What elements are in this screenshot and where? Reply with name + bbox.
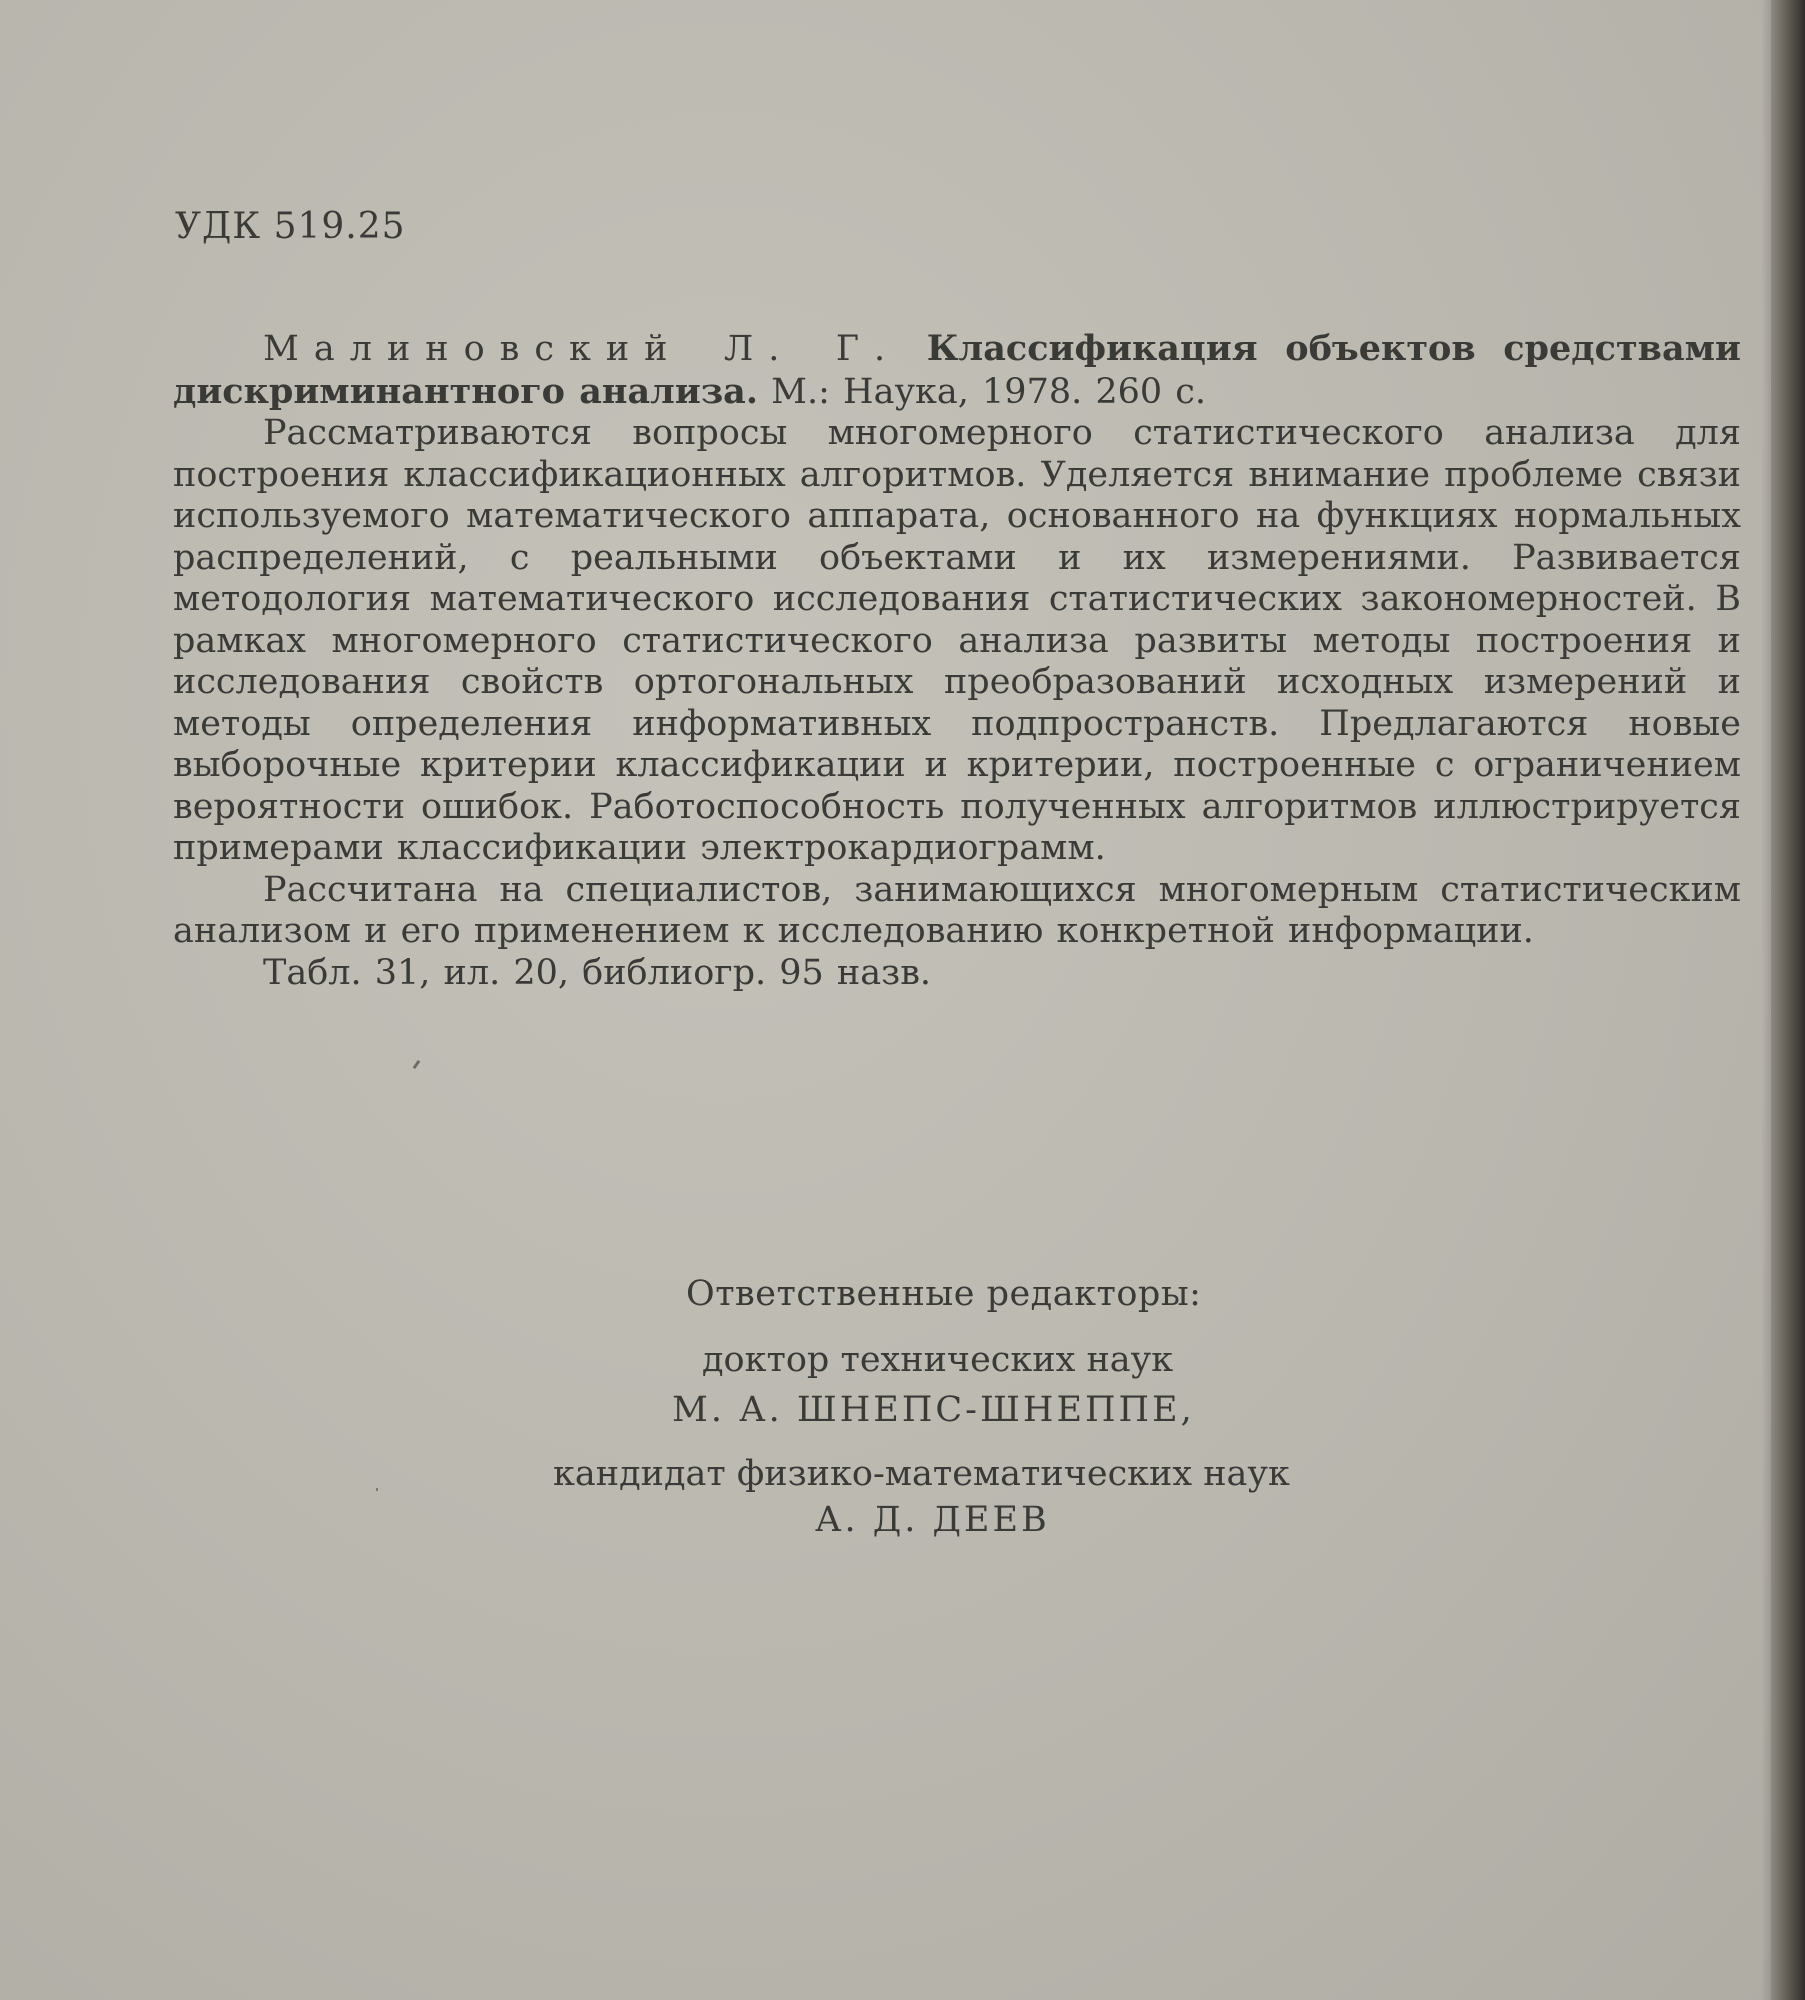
paper-speck	[376, 1488, 378, 1491]
bibliographic-abstract	[173, 328, 1741, 994]
editor2-degree: кандидат физико-математических наук	[553, 1454, 1290, 1494]
paper-speck	[413, 1060, 421, 1069]
editor2-name: А. Д. ДЕЕВ	[815, 1500, 1050, 1540]
editor1-name: М. А. ШНЕПС-ШНЕППЕ,	[672, 1390, 1195, 1430]
book-binding-edge	[1771, 0, 1805, 2000]
imprint: М.: Наука, 1978. 260 с.	[771, 371, 1207, 412]
editor1-degree: доктор технических наук	[702, 1340, 1174, 1380]
author-name: Малиновский Л. Г.	[263, 329, 901, 369]
editors-heading: Ответственные редакторы:	[686, 1274, 1202, 1314]
audience-paragraph: Рассчитана на специалистов, занимающихся многомерным статистическим анализом и его применением к исследованию конкретной информации.	[173, 869, 1741, 951]
stats-paragraph: Табл. 31, ил. 20, библиогр. 95 назв.	[263, 952, 932, 993]
book-title: Классификация объектов средствами дискриминантного анализа.	[173, 328, 1741, 412]
description-paragraph: Рассматриваются вопросы многомерного статистического анализа для построения классификационных алгоритмов. Уделяется внимание проблеме связи используемого математического аппарата, основанного на функциях нормальных распределений, с реальными объектами и их измерениями. Развивается методология математического исследования статистических закономерностей. В рамках многомерного статистического анализа развиты методы построения и исследования свойств ортогональных преобразований исходных измерений и методы определения информативных подпространств. Предлагаются новые выборочные критерии классификации и критерии, построенные с ограничением вероятности ошибок. Работоспособность полученных алгоритмов иллюстрируется примерами классификации электрокардиограмм.	[173, 413, 1741, 868]
udk-code: УДК 519.25	[175, 206, 406, 247]
citation-paragraph	[173, 328, 1741, 413]
page-edge-shadow	[1761, 0, 1771, 2000]
